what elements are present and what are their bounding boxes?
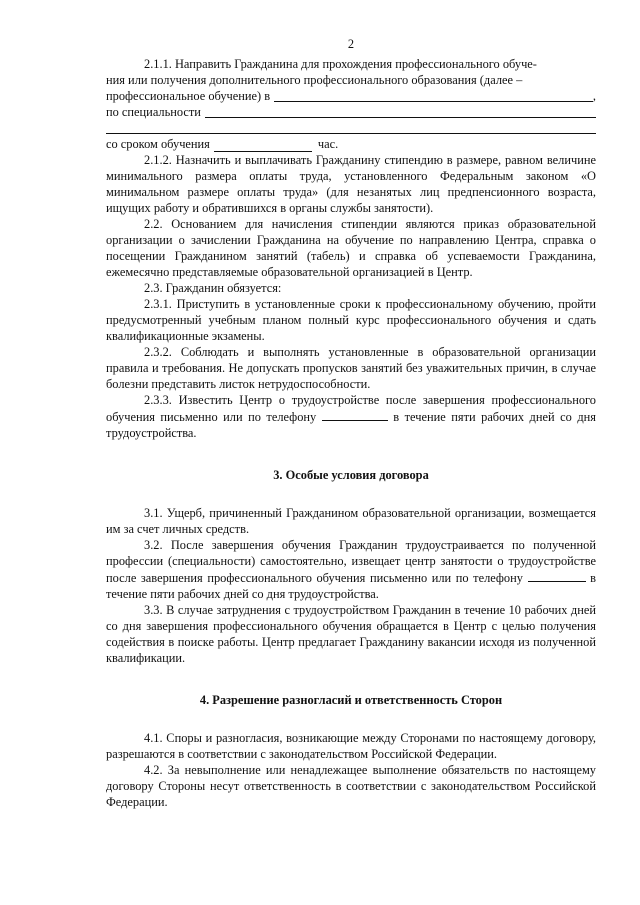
- clause-3-1: 3.1. Ущерб, причиненный Гражданином образовательной организации, возмещается им за счет личных средств.: [106, 506, 596, 536]
- clause-2-1-1: [106, 56, 596, 152]
- education-org-line: [106, 88, 596, 104]
- clause-4-2: 4.2. За невыполнение или ненадлежащее выполнение обязательств по настоящему договору Стороны несут ответственность в соответствии с законодательством Российской Федерации.: [106, 763, 596, 809]
- clause-3-2: [106, 537, 596, 602]
- section-3-heading: 3. Особые условия договора: [273, 468, 429, 482]
- section-4-heading: 4. Разрешение разногласий и ответственность Сторон: [199, 693, 503, 707]
- specialty-blank-continued[interactable]: [106, 120, 596, 134]
- clause-2-3-3: [106, 392, 596, 441]
- clause-2-3-3-text-before: 2.3.3. Известить Центр о трудоустройстве после завершения профессионального обучения письменно или по телефону: [106, 393, 596, 424]
- clause-3-2-text-before: 3.2. После завершения обучения Гражданин трудоустраивается по полученной профессии (специальности) самостоятельно, извещает центр занятости о трудоустройстве после завершения профессионального обучения письменно или по телефону: [106, 538, 596, 585]
- clause-3-2-text-after: в течение пяти рабочих дней со дня трудоустройства.: [106, 571, 596, 601]
- phone-blank[interactable]: [322, 408, 388, 421]
- clause-2-3-3-text-after: в течение пяти рабочих дней со дня трудоустройства.: [106, 410, 596, 440]
- page-number: 2: [347, 37, 355, 51]
- duration-label: со сроком обучения: [106, 137, 210, 151]
- duration-unit: час.: [317, 137, 339, 151]
- education-org-label: профессиональное обучение) в: [106, 89, 271, 103]
- education-org-blank[interactable]: [274, 89, 593, 102]
- specialty-line: [106, 104, 596, 120]
- clause-3-3: 3.3. В случае затруднения с трудоустройством Гражданин в течение 10 рабочих дней со дня завершения профессионального обучения обращается в Центр с целью получения содействия в поиске работы. Центр предлагает Гражданину вакансии исходя из полученной квалификации.: [106, 603, 596, 665]
- clause-2-2: 2.2. Основанием для начисления стипендии являются приказ образовательной организации о зачислении Гражданина на обучение по направлению Центра, справка о посещении Гражданином занятий (табель) и справка об успеваемости Гражданина, ежемесячно представляемые образовательной организацией в Центр.: [106, 217, 596, 279]
- duration-line: [106, 136, 596, 152]
- clause-2-3-2: 2.3.2. Соблюдать и выполнять установленные в образовательной организации правила и требования. Не допускать пропусков занятий без уважительных причин, в случае болезни представить листок нетрудоспособности.: [106, 345, 596, 391]
- specialty-label: по специальности: [106, 105, 201, 119]
- duration-blank[interactable]: [214, 139, 312, 152]
- clause-2-1-1-line-2: ния или получения дополнительного профессионального образования (далее –: [106, 73, 523, 87]
- specialty-blank[interactable]: [205, 105, 596, 118]
- clause-2-3-1: 2.3.1. Приступить в установленные сроки к профессиональному обучению, пройти предусмотренный учебным планом полный курс профессионального обучения и сдать квалификационные экзамены.: [106, 297, 596, 343]
- clause-2-1-1-line-1: 2.1.1. Направить Гражданина для прохождения профессионального обуче-: [144, 57, 537, 71]
- clause-4-1: 4.1. Споры и разногласия, возникающие между Сторонами по настоящему договору, разрешаются в соответствии с законодательством Российской Федерации.: [106, 731, 596, 761]
- education-org-suffix: ,: [592, 89, 596, 103]
- phone-blank-2[interactable]: [528, 569, 586, 582]
- clause-2-1-2: 2.1.2. Назначить и выплачивать Гражданину стипендию в размере, равном величине минимального размера оплаты труда, установленного Федеральным законом «О минимальном размере оплаты труда» (для незанятых лиц предпенсионного возраста, ищущих работу и обратившихся в органы службы занятости).: [106, 153, 596, 215]
- clause-2-3: 2.3. Гражданин обязуется:: [144, 281, 282, 295]
